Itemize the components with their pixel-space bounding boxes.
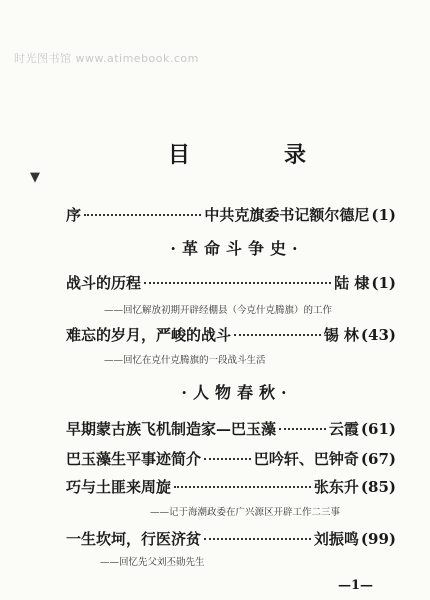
toc-entry[interactable] [66, 448, 396, 469]
entry-title: 巴玉藻生平事迹简介 [66, 450, 202, 468]
entry-title: 难忘的岁月，严峻的战斗 [66, 326, 232, 344]
toc-entry[interactable] [66, 418, 396, 439]
entry-author: 巴吟轩、巴钟奇 [253, 450, 359, 468]
entry-page: (85) [360, 478, 396, 496]
toc-entry[interactable] [66, 528, 396, 549]
entry-author: 云霞 [328, 420, 359, 438]
entry-author: 陆 棣 [334, 274, 370, 292]
entry-title: 早期蒙古族飞机制造家—巴玉藻 [66, 420, 277, 438]
dot-leader [144, 282, 331, 284]
entry-author: 中共克旗委书记额尔德尼 [204, 206, 370, 224]
entry-page: (67) [360, 450, 396, 468]
entry-page: (1) [371, 206, 396, 224]
page-title [168, 138, 308, 169]
entry-page: (1) [371, 274, 396, 292]
toc-entry-preface[interactable] [66, 204, 396, 225]
dot-leader [204, 538, 311, 540]
entry-subtitle: ——回忆先父刘丕勋先生 [100, 557, 205, 568]
entry-author: 张东升 [313, 478, 359, 496]
entry-subtitle: ——回忆解放初期开辟经棚县（今克什克腾旗）的工作 [104, 305, 333, 316]
toc-entry[interactable] [66, 324, 396, 345]
dot-leader [204, 458, 251, 460]
entry-author: 刘振鸣 [313, 530, 359, 548]
section-heading-revolution: ·革命斗争史· [170, 239, 304, 258]
margin-mark: ▼ [30, 170, 40, 185]
entry-subtitle: ——记于海潮政委在广兴源区开辟工作二三事 [150, 507, 341, 518]
entry-title: 序 [66, 206, 82, 224]
dot-leader [84, 214, 201, 216]
entry-title: 巧与土匪来周旋 [66, 478, 172, 496]
watermark-text: 时光图书馆 www.atimebook.com [14, 52, 199, 65]
title-char-left: 目 [168, 142, 193, 168]
entry-page: (99) [360, 530, 396, 548]
entry-page: (61) [360, 420, 396, 438]
page-number: —1— [338, 578, 374, 593]
section-heading-people: ·人物春秋· [181, 383, 293, 402]
toc-entry[interactable] [66, 476, 396, 497]
dot-leader [279, 428, 326, 430]
toc-entry[interactable] [66, 272, 396, 293]
entry-page: (43) [360, 326, 396, 344]
entry-subtitle: ——回忆在克什克腾旗的一段战斗生活 [104, 355, 266, 366]
entry-title: 战斗的历程 [66, 274, 142, 292]
entry-title: 一生坎坷，行医济贫 [66, 530, 202, 548]
dot-leader [174, 486, 311, 488]
dot-leader [234, 334, 321, 336]
entry-author: 锡 林 [323, 326, 359, 344]
title-char-right: 录 [283, 142, 308, 168]
